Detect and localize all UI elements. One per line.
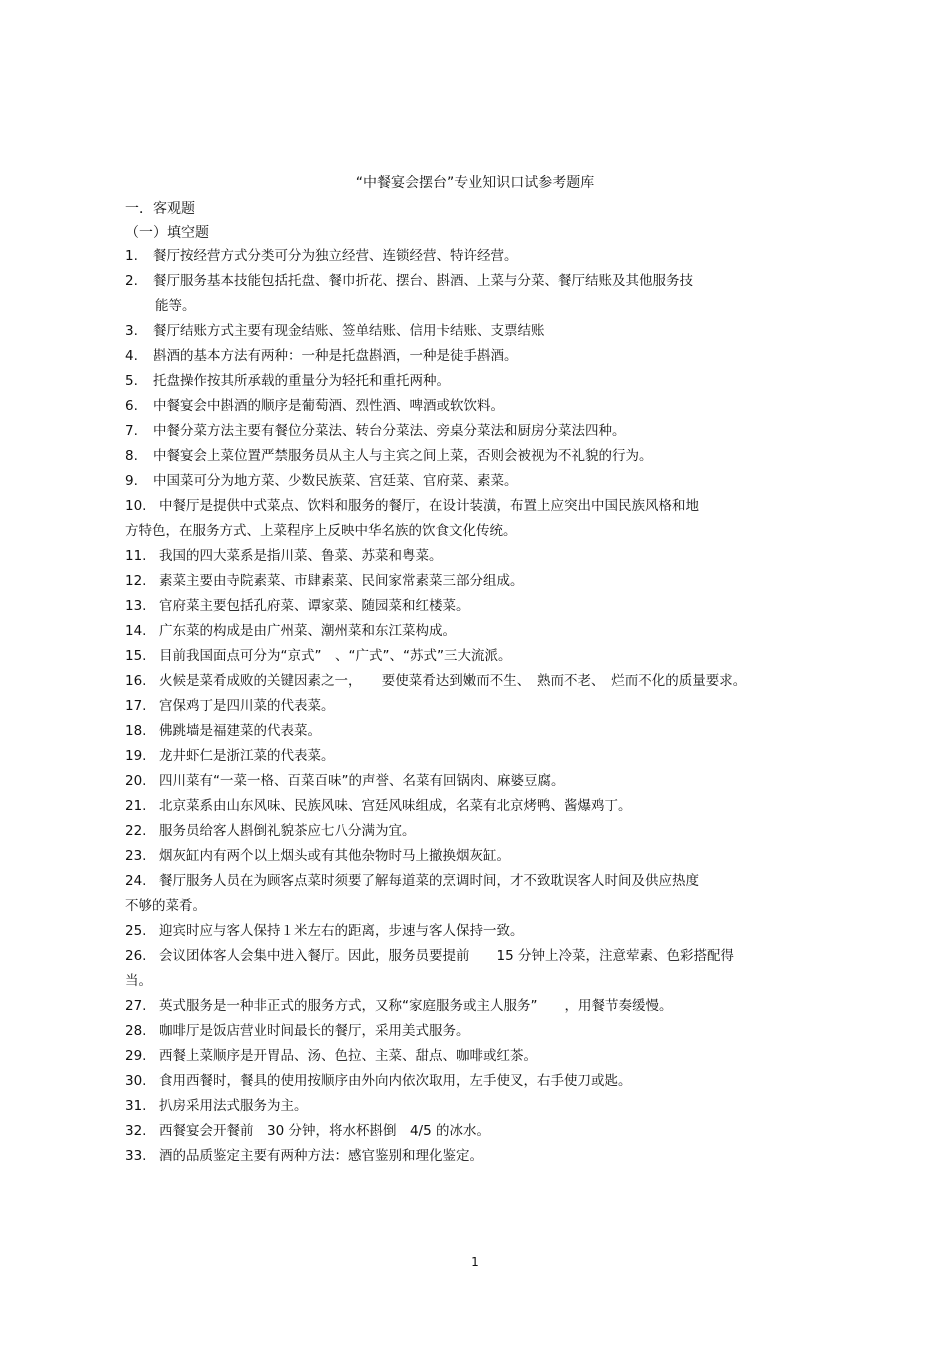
- question-number: 22.: [125, 823, 147, 839]
- question-number: 31.: [125, 1098, 147, 1114]
- question-text: 食用西餐时，餐具的使用按顺序由外向内依次取用，左手使叉，右手使刀或匙。: [159, 1073, 632, 1089]
- question-number: 32.: [125, 1123, 147, 1139]
- question-number: 17.: [125, 698, 147, 714]
- question-text: 广东菜的构成是由广州菜、潮州菜和东江菜构成。: [159, 623, 456, 639]
- question-text: 中餐宴会上菜位置严禁服务员从主人与主宾之间上菜，否则会被视为不礼貌的行为。: [153, 448, 653, 464]
- question-text: 宫保鸡丁是四川菜的代表菜。: [159, 698, 335, 714]
- question-text: 中餐宴会中斟酒的顺序是葡萄酒、烈性酒、啤酒或软饮料。: [153, 398, 504, 414]
- question-number: 10.: [125, 498, 147, 514]
- question-number: 9.: [125, 473, 138, 489]
- question-number: 26.: [125, 948, 147, 964]
- question-text: 餐厅服务基本技能包括托盘、餐巾折花、摆台、斟酒、上菜与分菜、餐厅结账及其他服务技: [153, 273, 693, 289]
- question-item: [125, 544, 443, 569]
- question-text: 素菜主要由寺院素菜、市肆素菜、民间家常素菜三部分组成。: [159, 573, 524, 589]
- question-number: 12.: [125, 573, 147, 589]
- question-text: 中餐分菜方法主要有餐位分菜法、转台分菜法、旁桌分菜法和厨房分菜法四种。: [153, 423, 626, 439]
- question-text: 餐厅按经营方式分类可分为独立经营、连锁经营、特许经营。: [153, 248, 518, 264]
- question-number: 1.: [125, 248, 138, 264]
- question-item: [125, 944, 734, 969]
- subsection-heading: （一）填空题: [125, 225, 209, 241]
- question-number: 30.: [125, 1073, 147, 1089]
- question-number: 2.: [125, 273, 138, 289]
- question-number: 13.: [125, 598, 147, 614]
- document-title: “中餐宴会摆台”专业知识口试参考题库: [355, 175, 595, 191]
- question-item: [125, 769, 565, 794]
- question-text: 火候是菜肴成败的关键因素之一， 要使菜肴达到嫩而不生、 熟而不老、 烂而不化的质量要求。: [159, 673, 747, 689]
- question-number: 25.: [125, 923, 147, 939]
- question-text: 咖啡厅是饭店营业时间最长的餐厅，采用美式服务。: [159, 1023, 470, 1039]
- question-text: 斟酒的基本方法有两种：一种是托盘斟酒，一种是徒手斟酒。: [153, 348, 518, 364]
- question-text: 西餐上菜顺序是开胃品、汤、色拉、主菜、甜点、咖啡或红茶。: [159, 1048, 537, 1064]
- question-item: [125, 494, 699, 519]
- question-item: [125, 1144, 483, 1169]
- question-item: [125, 619, 456, 644]
- question-text: 托盘操作按其所承载的重量分为轻托和重托两种。: [153, 373, 450, 389]
- question-item: [125, 1119, 490, 1144]
- question-number: 29.: [125, 1048, 147, 1064]
- question-number: 6.: [125, 398, 138, 414]
- question-item: [125, 469, 518, 494]
- question-text: 扒房采用法式服务为主。: [159, 1098, 308, 1114]
- question-item: [125, 419, 626, 444]
- question-item: [125, 794, 632, 819]
- question-item: [125, 244, 518, 269]
- question-item: [125, 744, 335, 769]
- question-text: 烟灰缸内有两个以上烟头或有其他杂物时马上撤换烟灰缸。: [159, 848, 510, 864]
- question-item: [125, 844, 510, 869]
- question-text: 北京菜系由山东风味、民族风味、宫廷风味组成，名菜有北京烤鸭、酱爆鸡丁。: [159, 798, 632, 814]
- question-text: 中餐厅是提供中式菜点、饮料和服务的餐厅，在设计装潢，布置上应突出中国民族风格和地: [159, 498, 699, 514]
- question-item: [125, 1094, 308, 1119]
- question-item: [125, 819, 416, 844]
- question-item: [125, 1019, 470, 1044]
- question-number: 23.: [125, 848, 147, 864]
- question-text: 佛跳墙是福建菜的代表菜。: [159, 723, 321, 739]
- question-text-continued: 方特色，在服务方式、上菜程序上反映中华名族的饮食文化传统。: [125, 523, 517, 539]
- page-number: 1: [471, 1255, 479, 1269]
- question-text: 服务员给客人斟倒礼貌茶应七八分满为宜。: [159, 823, 416, 839]
- question-text: 餐厅服务人员在为顾客点菜时须要了解每道菜的烹调时间，才不致耽误客人时间及供应热度: [159, 873, 699, 889]
- question-text: 酒的品质鉴定主要有两种方法：感官鉴别和理化鉴定。: [159, 1148, 483, 1164]
- question-number: 21.: [125, 798, 147, 814]
- question-number: 8.: [125, 448, 138, 464]
- question-number: 27.: [125, 998, 147, 1014]
- question-item: [125, 319, 545, 344]
- question-item: [125, 1069, 632, 1094]
- question-item: [125, 694, 335, 719]
- question-number: 18.: [125, 723, 147, 739]
- question-item: [125, 569, 524, 594]
- question-item: [125, 369, 450, 394]
- question-text: 四川菜有“一菜一格、百菜百味”的声誉、名菜有回锅肉、麻婆豆腐。: [159, 773, 565, 789]
- question-text: 迎宾时应与客人保持１米左右的距离，步速与客人保持一致。: [159, 923, 524, 939]
- question-item: [125, 869, 699, 894]
- question-number: 4.: [125, 348, 138, 364]
- question-item: [125, 444, 653, 469]
- question-number: 28.: [125, 1023, 147, 1039]
- question-number: 15.: [125, 648, 147, 664]
- question-number: 24.: [125, 873, 147, 889]
- question-item: [125, 719, 321, 744]
- question-number: 16.: [125, 673, 147, 689]
- question-number: 5.: [125, 373, 138, 389]
- question-item: [125, 1044, 537, 1069]
- question-text: 中国菜可分为地方菜、少数民族菜、宫廷菜、官府菜、素菜。: [153, 473, 518, 489]
- question-text: 会议团体客人会集中进入餐厅。因此，服务员要提前 15 分钟上冷菜，注意荤素、色彩搭配得: [159, 948, 734, 964]
- question-item: [125, 344, 518, 369]
- question-number: 7.: [125, 423, 138, 439]
- question-text-continued: 不够的菜肴。: [125, 898, 206, 914]
- question-text-continued: 当。: [125, 973, 152, 989]
- question-item: [125, 594, 470, 619]
- question-item: [125, 269, 693, 294]
- question-item: [125, 919, 524, 944]
- question-text: 官府菜主要包括孔府菜、谭家菜、随园菜和红楼菜。: [159, 598, 470, 614]
- question-text: 餐厅结账方式主要有现金结账、签单结账、信用卡结账、支票结账: [153, 323, 545, 339]
- question-text: 西餐宴会开餐前 30 分钟，将水杯斟倒 4/5 的冰水。: [159, 1123, 490, 1139]
- question-item: [125, 994, 673, 1019]
- question-number: 19.: [125, 748, 147, 764]
- question-number: 11.: [125, 548, 147, 564]
- question-text: 龙井虾仁是浙江菜的代表菜。: [159, 748, 335, 764]
- question-item: [125, 669, 746, 694]
- question-text: 英式服务是一种非正式的服务方式，又称“家庭服务或主人服务” ，用餐节奏缓慢。: [159, 998, 673, 1014]
- question-number: 20.: [125, 773, 147, 789]
- question-text: 目前我国面点可分为“京式” 、“广式”、“苏式”三大流派。: [159, 648, 512, 664]
- question-text-continued: 能等。: [155, 298, 196, 314]
- question-number: 33.: [125, 1148, 147, 1164]
- section-heading: 一．客观题: [125, 201, 195, 217]
- question-number: 3.: [125, 323, 138, 339]
- question-number: 14.: [125, 623, 147, 639]
- question-text: 我国的四大菜系是指川菜、鲁菜、苏菜和粤菜。: [159, 548, 443, 564]
- question-item: [125, 644, 511, 669]
- question-item: [125, 394, 504, 419]
